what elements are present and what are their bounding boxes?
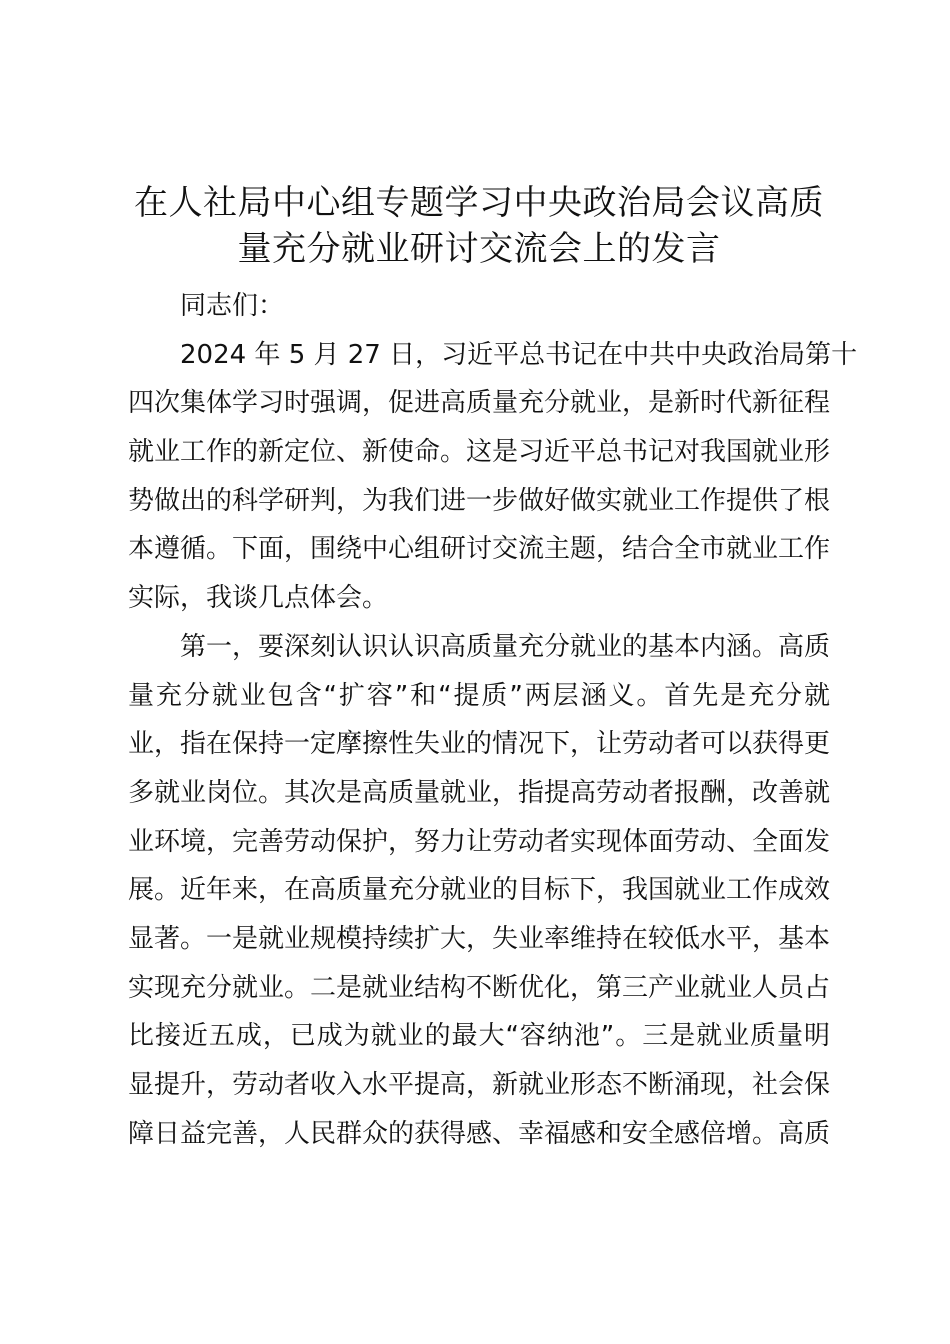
document-title bbox=[128, 180, 830, 272]
paragraph-line: 障日益完善，人民群众的获得感、幸福感和安全感倍增。高质 bbox=[128, 1118, 831, 1149]
document-body bbox=[128, 282, 858, 1158]
paragraph-1 bbox=[128, 331, 858, 623]
paragraph-line: 本遵循。下面，围绕中心组研讨交流主题，结合全市就业工作 bbox=[128, 534, 831, 565]
paragraph-line: 量充分就业包含“扩容”和“提质”两层涵义。首先是充分就 bbox=[128, 680, 830, 711]
paragraph-line: 就业工作的新定位、新使命。这是习近平总书记对我国就业形 bbox=[128, 437, 831, 468]
paragraph-line: 2024 年 5 月 27 日，习近平总书记在中共中央政治局第十 bbox=[180, 339, 858, 370]
title-line-2: 量充分就业研讨交流会上的发言 bbox=[237, 229, 721, 269]
paragraph-line: 实际，我谈几点体会。 bbox=[128, 583, 389, 614]
title-line-1: 在人社局中心组专题学习中央政治局会议高质 bbox=[134, 183, 824, 223]
paragraph-line: 显著。一是就业规模持续扩大，失业率维持在较低水平，基本 bbox=[128, 923, 831, 954]
paragraph-line: 展。近年来，在高质量充分就业的目标下，我国就业工作成效 bbox=[128, 875, 831, 906]
paragraph-line: 实现充分就业。二是就业结构不断优化，第三产业就业人员占 bbox=[128, 972, 831, 1003]
paragraph-line: 势做出的科学研判，为我们进一步做好做实就业工作提供了根 bbox=[128, 485, 831, 516]
paragraph-line: 显提升，劳动者收入水平提高，新就业形态不断涌现，社会保 bbox=[128, 1070, 831, 1100]
paragraph-line: 比接近五成，已成为就业的最大“容纳池”。三是就业质量明 bbox=[128, 1021, 830, 1052]
paragraph-line: 四次集体学习时强调，促进高质量充分就业，是新时代新征程 bbox=[128, 388, 831, 419]
paragraph-2 bbox=[128, 623, 830, 1159]
salutation: 同志们： bbox=[180, 291, 285, 321]
paragraph-line: 多就业岗位。其次是高质量就业，指提高劳动者报酬，改善就 bbox=[128, 777, 831, 808]
paragraph-line: 业环境，完善劳动保护，努力让劳动者实现体面劳动、全面发 bbox=[128, 826, 831, 857]
paragraph-line: 第一，要深刻认识认识高质量充分就业的基本内涵。高质 bbox=[180, 631, 831, 662]
paragraph-line: 业，指在保持一定摩擦性失业的情况下，让劳动者可以获得更 bbox=[128, 729, 831, 760]
